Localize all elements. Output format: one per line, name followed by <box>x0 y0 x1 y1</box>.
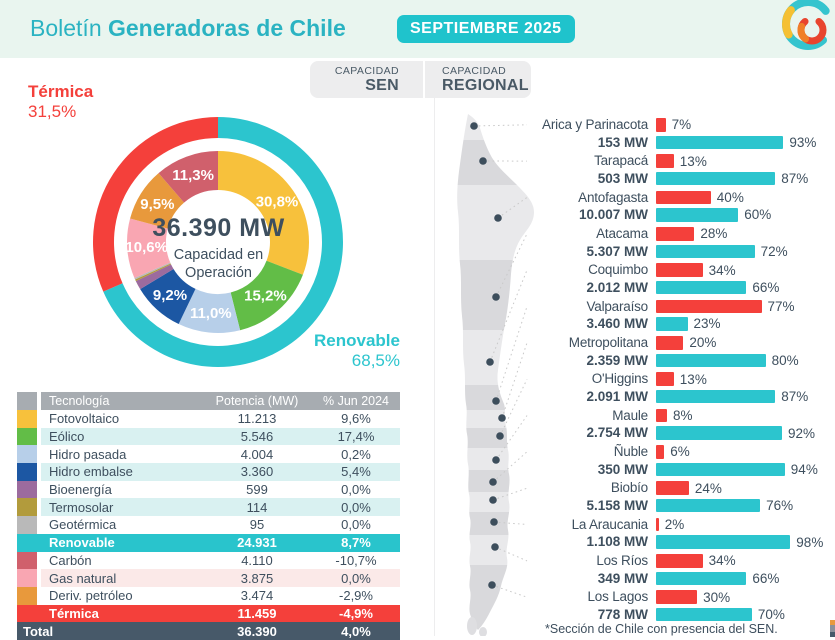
tech-capacity: 24.931 <box>237 535 277 551</box>
thermal-bar <box>656 336 683 350</box>
donut-segment-label: 15,2% <box>244 287 287 305</box>
renewable-bar <box>656 245 755 259</box>
tab-capacidad-sen[interactable] <box>310 61 423 98</box>
tech-change-pct: 0,2% <box>341 446 371 462</box>
thermal-bar <box>656 154 674 168</box>
tech-name: Termosolar <box>49 499 114 515</box>
region-map-dot <box>470 122 478 130</box>
region-row-arica-y-parinacota <box>532 116 832 152</box>
renewable-pct-label: 94% <box>790 461 818 477</box>
renewable-pct-label: 66% <box>752 280 780 296</box>
region-name: Los Lagos <box>587 589 648 605</box>
col-header-potencia: Potencia (MW) <box>215 394 299 408</box>
thermal-pct: 31,5% <box>28 102 77 121</box>
region-row--uble <box>532 443 832 479</box>
renewable-bar <box>656 136 783 150</box>
leader-line <box>474 125 527 126</box>
region-row-coquimbo <box>532 261 832 297</box>
page-edge-mark <box>830 620 835 637</box>
thermal-pct-label: 2% <box>664 517 685 533</box>
table-row-termosolar <box>17 498 400 516</box>
region-capacity: 349 MW <box>597 570 648 586</box>
donut-segment-label: 10,6% <box>125 239 168 257</box>
table-row-renovable <box>17 534 400 552</box>
renewable-bar <box>656 608 752 622</box>
tech-capacity: 36.390 <box>237 623 277 639</box>
region-row-los-r-os <box>532 552 832 588</box>
table-row-carb-n <box>17 552 400 570</box>
tech-change-pct: 0,0% <box>341 570 371 586</box>
renewable-bar <box>656 390 775 404</box>
region-name: Atacama <box>596 226 648 242</box>
thermal-share-label <box>28 82 93 122</box>
region-capacity: 5.307 MW <box>586 243 648 259</box>
tech-name: Hidro embalse <box>49 464 133 480</box>
region-capacity: 5.158 MW <box>586 497 648 513</box>
tech-name: Gas natural <box>49 570 117 586</box>
thermal-bar <box>656 227 694 241</box>
region-name: Ñuble <box>613 444 648 460</box>
tech-name: Bioenergía <box>49 482 112 498</box>
renewable-pct-label: 87% <box>781 171 809 187</box>
tech-change-pct: 9,6% <box>341 411 371 427</box>
tech-change-pct: 0,0% <box>341 482 371 498</box>
region-name: Arica y Parinacota <box>542 117 648 132</box>
logo-icon <box>778 0 835 63</box>
table-header-row <box>17 392 400 410</box>
thermal-bar <box>656 590 697 604</box>
thermal-bar <box>656 554 703 568</box>
donut-center-text <box>146 214 291 282</box>
thermal-bar <box>656 372 674 386</box>
renewable-bar <box>656 463 785 477</box>
region-name: La Araucania <box>571 516 648 532</box>
date-badge: SEPTIEMBRE 2025 <box>397 15 575 43</box>
renewable-name: Renovable <box>314 331 400 350</box>
region-row-tarapac- <box>532 152 832 188</box>
region-map-dot <box>494 214 502 222</box>
region-row-los-lagos <box>532 588 832 624</box>
thermal-bar <box>656 481 689 495</box>
region-map-dot <box>489 478 497 486</box>
tech-swatch <box>17 410 37 428</box>
renewable-pct-label: 93% <box>789 134 817 150</box>
region-map-dot <box>498 414 506 422</box>
region-map-dot <box>488 581 496 589</box>
thermal-bar <box>656 118 666 132</box>
renewable-bar <box>656 317 688 331</box>
thermal-bar <box>656 191 711 205</box>
donut-segment-label: 11,3% <box>172 167 214 184</box>
tech-swatch <box>17 428 37 446</box>
col-header-pct: % Jun 2024 <box>322 394 390 408</box>
tech-name: Carbón <box>49 552 92 568</box>
region-name: Antofagasta <box>578 189 648 205</box>
region-row-maule <box>532 407 832 443</box>
table-row-hidro-embalse <box>17 463 400 481</box>
renewable-pct-label: 23% <box>693 316 721 332</box>
thermal-pct-label: 8% <box>673 408 693 423</box>
thermal-pct-label: 6% <box>670 444 690 460</box>
table-row-geot-rmica <box>17 516 400 534</box>
tech-capacity: 4.110 <box>241 552 273 568</box>
thermal-pct-label: 20% <box>689 335 717 351</box>
tech-name: Total <box>23 623 54 639</box>
tech-change-pct: 17,4% <box>337 429 375 445</box>
thermal-pct-label: 40% <box>716 189 744 205</box>
region-capacity: 503 MW <box>597 170 648 186</box>
region-capacity: 3.460 MW <box>586 316 648 332</box>
tech-change-pct: 0,0% <box>341 517 371 533</box>
thermal-pct-label: 24% <box>694 480 722 496</box>
region-name: Valparaíso <box>586 298 648 314</box>
tech-swatch <box>17 481 37 499</box>
region-name: Metropolitana <box>568 335 648 351</box>
region-name: Maule <box>612 407 648 423</box>
page-title-bold: Generadoras de Chile <box>108 15 346 41</box>
region-capacity: 2.012 MW <box>586 279 648 295</box>
tech-capacity: 95 <box>249 517 265 533</box>
tech-swatch <box>17 587 37 605</box>
region-capacity: 153 MW <box>597 134 648 150</box>
total-capacity-caption: Capacidad en Operación <box>173 247 264 281</box>
table-row-total <box>17 622 400 640</box>
region-capacity: 350 MW <box>597 461 648 477</box>
table-row-deriv-petr-leo <box>17 587 400 605</box>
region-capacity: 2.359 MW <box>586 352 648 368</box>
tab-regional-small-label: CAPACIDAD <box>442 64 507 77</box>
donut-segment-label: 9,2% <box>152 287 188 304</box>
thermal-bar <box>656 445 664 459</box>
tech-capacity: 3.875 <box>240 570 274 586</box>
region-name: Coquimbo <box>588 262 648 278</box>
region-row-o-higgins <box>532 370 832 406</box>
header <box>0 0 835 58</box>
region-capacity: 2.754 MW <box>586 425 648 441</box>
renewable-pct-label: 76% <box>766 498 794 514</box>
tech-change-pct: -10,7% <box>335 552 377 568</box>
table-row-e-lico <box>17 428 400 446</box>
regional-bar-list <box>532 116 832 625</box>
table-body <box>17 410 400 640</box>
renewable-pct-label: 66% <box>752 570 780 586</box>
table-row-hidro-pasada <box>17 445 400 463</box>
region-capacity: 1.108 MW <box>586 534 648 550</box>
region-map-dot <box>496 432 504 440</box>
renewable-pct-label: 98% <box>796 534 824 550</box>
region-map-dot <box>489 496 497 504</box>
thermal-bar <box>656 300 762 314</box>
table-row-bioenerg-a <box>17 481 400 499</box>
renewable-bar <box>656 499 760 513</box>
table-row-fotovoltaico <box>17 410 400 428</box>
tech-name: Eólico <box>49 429 85 445</box>
donut-segment-label: 9,5% <box>140 196 175 213</box>
renewable-pct-label: 70% <box>757 607 785 623</box>
tech-swatch <box>17 569 37 587</box>
region-map-dot <box>492 456 500 464</box>
region-capacity: 778 MW <box>597 606 648 622</box>
tech-change-pct: -2,9% <box>339 588 373 604</box>
renewable-bar <box>656 281 746 295</box>
tech-capacity: 4.004 <box>240 446 274 462</box>
region-bands <box>428 112 538 636</box>
col-header-tecnologia: Tecnología <box>49 394 110 408</box>
tab-regional-big-label: REGIONAL <box>442 76 529 94</box>
tech-change-pct: 8,7% <box>341 535 371 551</box>
table-row-gas-natural <box>17 569 400 587</box>
donut-segment-label: 30,8% <box>255 193 299 211</box>
tech-name: Térmica <box>49 605 99 621</box>
tech-capacity: 3.360 <box>240 464 274 480</box>
region-name: O'Higgins <box>591 371 648 387</box>
table-row-t-rmica <box>17 605 400 623</box>
tech-capacity: 5.546 <box>240 429 274 445</box>
island-small <box>479 627 487 636</box>
tech-name: Geotérmica <box>49 517 117 533</box>
region-capacity: 10.007 MW <box>578 207 648 223</box>
thermal-pct-label: 13% <box>679 371 707 387</box>
tech-change-pct: 4,0% <box>341 623 371 639</box>
thermal-pct-label: 77% <box>767 298 795 314</box>
region-map-dot <box>491 543 499 551</box>
tech-change-pct: 0,0% <box>341 499 371 515</box>
region-row-antofagasta <box>532 189 832 225</box>
region-row-atacama <box>532 225 832 261</box>
region-row-valpara-so <box>532 298 832 334</box>
tech-capacity: 599 <box>246 482 268 498</box>
region-name: Biobío <box>610 480 648 496</box>
tech-swatch <box>17 516 37 534</box>
thermal-pct-label: 34% <box>708 553 736 569</box>
thermal-bar <box>656 263 703 277</box>
table-header-swatch-cell <box>17 392 37 410</box>
thermal-name: Térmica <box>28 82 94 101</box>
island-chiloe <box>467 617 477 635</box>
tech-capacity: 11.459 <box>237 605 277 621</box>
page-title-regular: Boletín <box>30 15 102 41</box>
region-row-biob-o <box>532 479 832 515</box>
renewable-pct-label: 60% <box>744 207 772 223</box>
tech-capacity: 11.213 <box>237 411 277 427</box>
thermal-bar <box>656 409 667 423</box>
thermal-pct-label: 28% <box>700 226 728 242</box>
region-name: Los Ríos <box>596 553 648 569</box>
leader-line <box>502 343 527 418</box>
tech-capacity: 3.474 <box>240 588 274 604</box>
renewable-pct-label: 80% <box>771 352 799 368</box>
tech-swatch <box>17 463 37 481</box>
tech-swatch <box>17 445 37 463</box>
renewable-bar <box>656 572 746 586</box>
thermal-pct-label: 7% <box>671 117 692 133</box>
tech-name: Deriv. petróleo <box>49 588 133 604</box>
technology-table <box>17 392 400 640</box>
region-map-dot <box>492 293 500 301</box>
tech-name: Fotovoltaico <box>49 411 120 427</box>
tech-name: Hidro pasada <box>49 446 127 462</box>
region-row-metropolitana <box>532 334 832 370</box>
renewable-bar <box>656 354 766 368</box>
regional-panel <box>420 58 835 640</box>
thermal-pct-label: 34% <box>708 262 736 278</box>
total-capacity-value: 36.390 MW <box>152 214 285 242</box>
region-map-dot <box>490 518 498 526</box>
tech-name: Renovable <box>49 535 115 551</box>
region-map-dot <box>492 397 500 405</box>
renewable-bar <box>656 535 790 549</box>
tech-change-pct: -4,9% <box>339 605 373 621</box>
renewable-bar <box>656 172 775 186</box>
renewable-pct: 68,5% <box>351 351 400 370</box>
tab-sen-big-label: SEN <box>365 76 399 94</box>
thermal-pct-label: 30% <box>703 589 731 605</box>
tech-swatch <box>17 498 37 516</box>
region-map-dot <box>479 157 487 165</box>
region-name: Tarapacá <box>594 153 648 169</box>
region-capacity: 2.091 MW <box>586 388 648 404</box>
renewable-bar <box>656 426 782 440</box>
tech-change-pct: 5,4% <box>341 464 371 480</box>
region-map-dot <box>486 358 494 366</box>
footnote: *Sección de Chile con presencia del SEN. <box>545 622 778 636</box>
renewable-bar <box>656 208 738 222</box>
tech-swatch <box>17 552 37 570</box>
thermal-bar <box>656 518 659 532</box>
tech-capacity: 114 <box>246 499 268 515</box>
region-row-la-araucania <box>532 516 832 552</box>
tab-sen-small-label: CAPACIDAD <box>334 64 399 77</box>
renewable-pct-label: 92% <box>788 425 816 441</box>
renewable-pct-label: 72% <box>760 243 788 259</box>
donut-segment-label: 11,0% <box>189 305 232 323</box>
renewable-pct-label: 87% <box>781 389 809 405</box>
thermal-pct-label: 13% <box>679 153 707 169</box>
page-title <box>30 15 346 42</box>
